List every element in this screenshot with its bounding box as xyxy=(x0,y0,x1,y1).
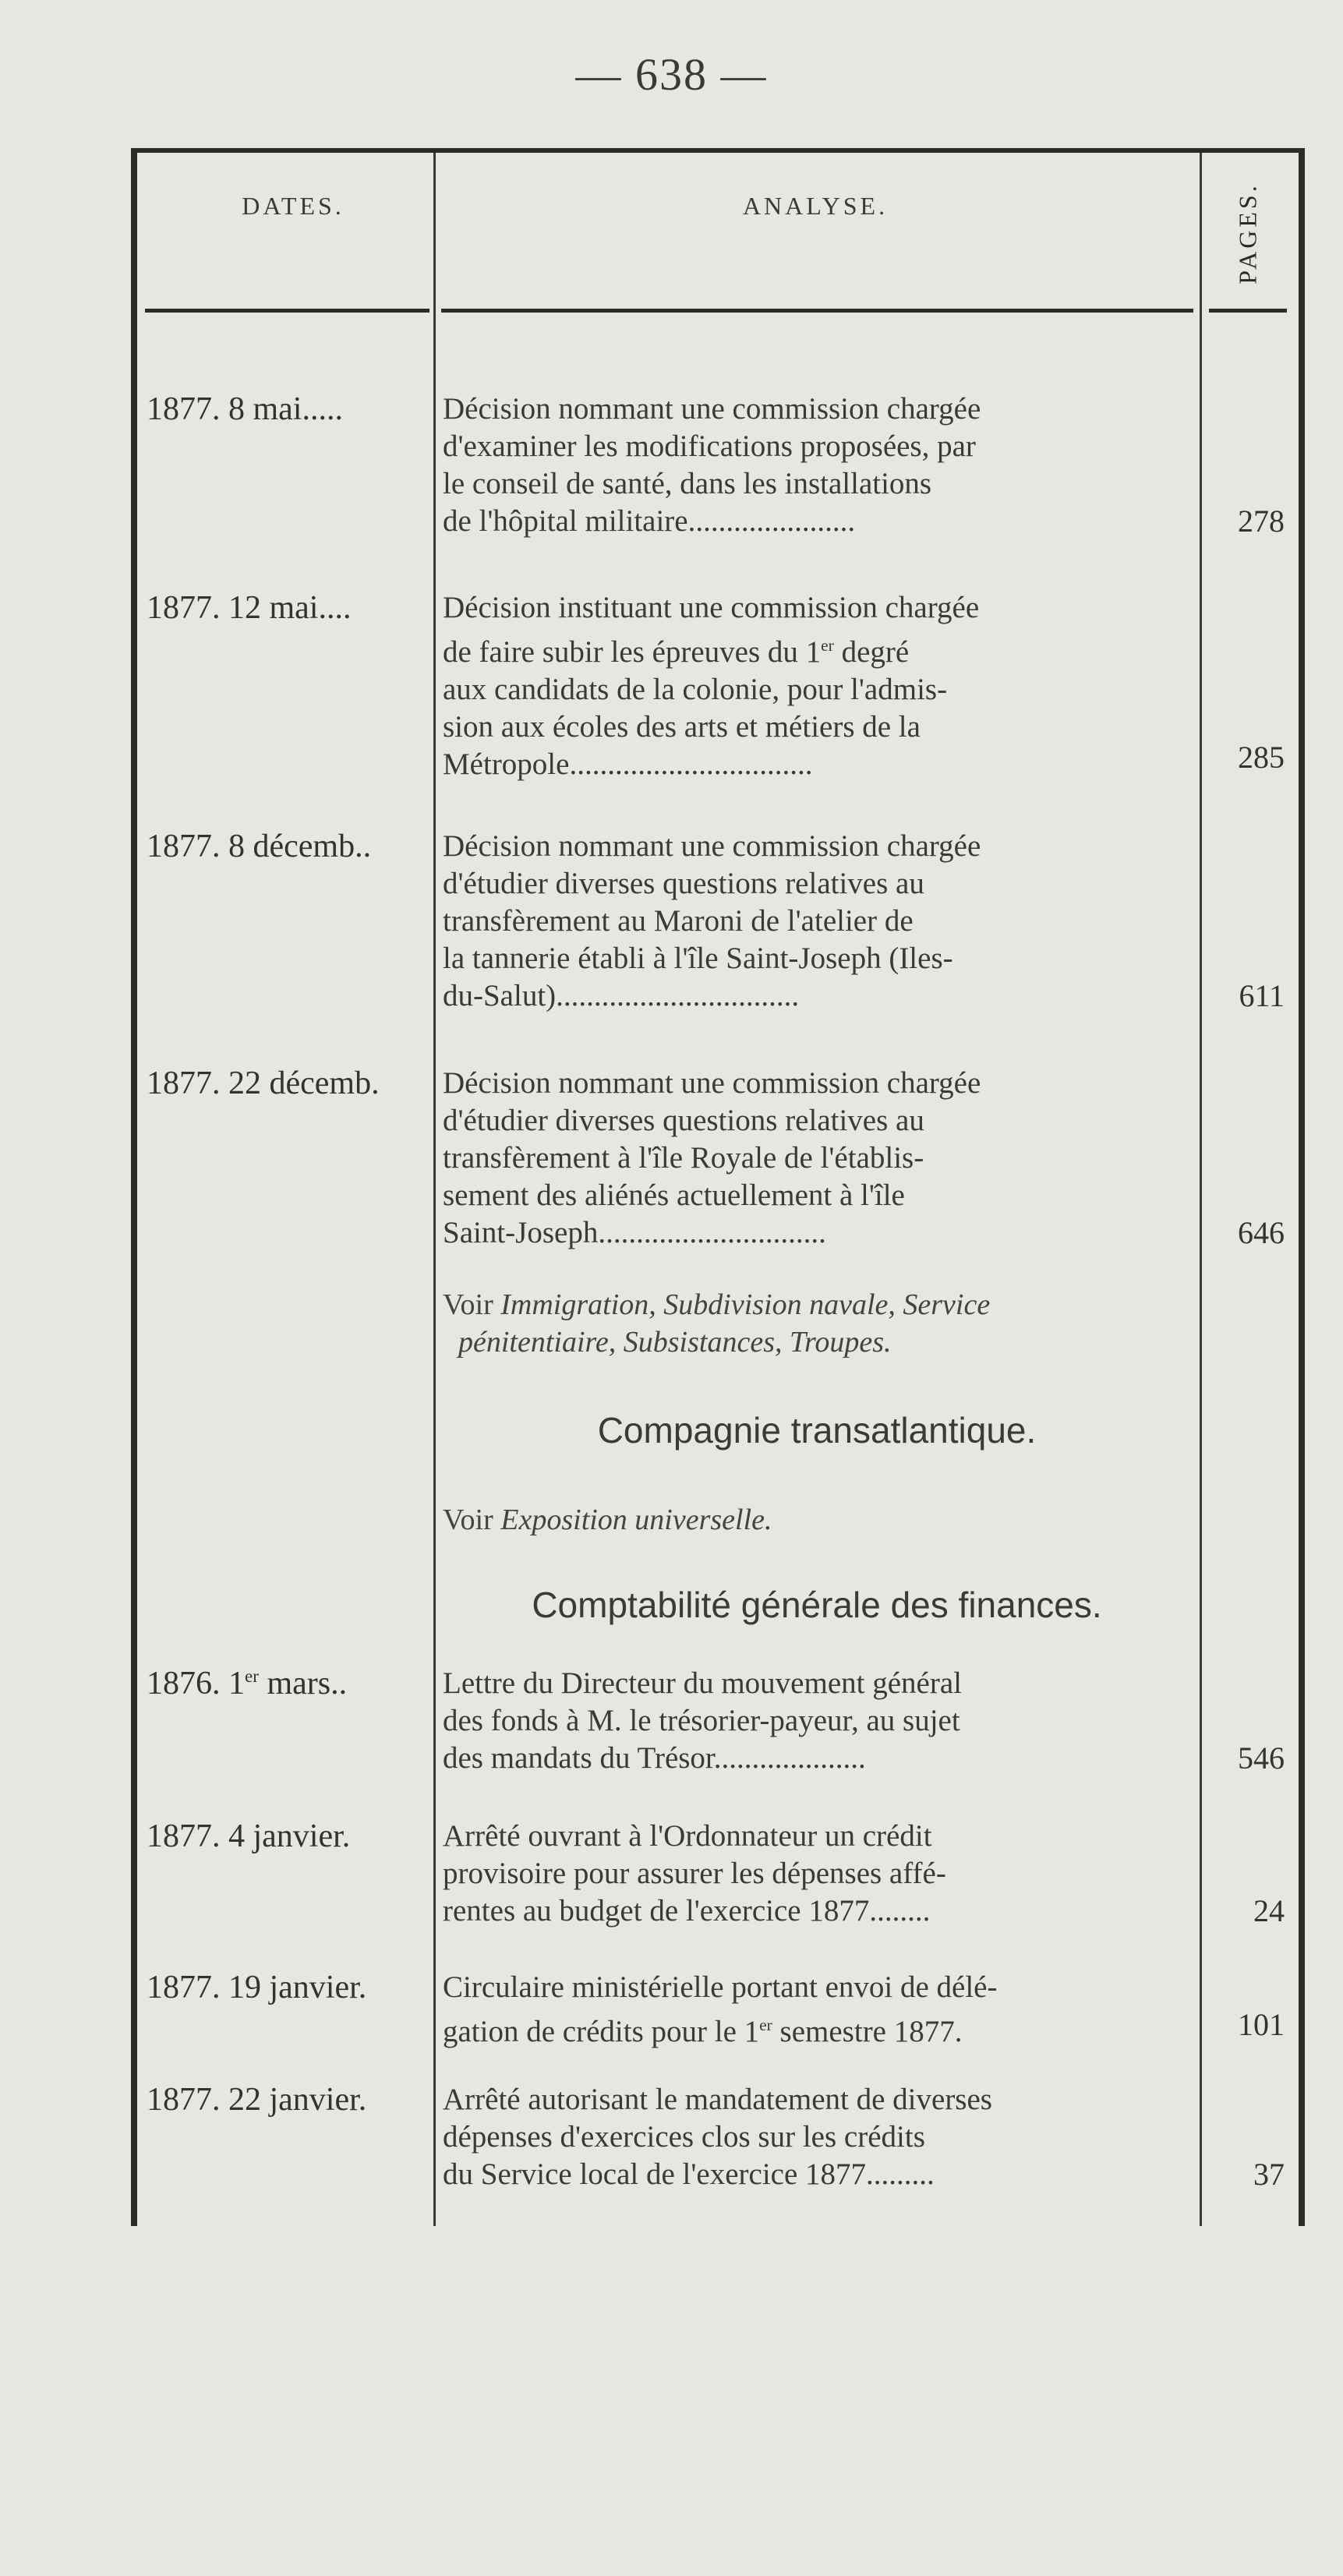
header-dates: DATES. xyxy=(242,192,345,220)
see-also-note: Voir Exposition universelle. xyxy=(443,1504,772,1536)
entry-date: 1877. 8 décemb.. xyxy=(147,829,372,864)
entry-date: 1877. 8 mai..... xyxy=(147,391,343,427)
page-number: — 638 — xyxy=(575,49,768,100)
table-frame xyxy=(131,148,1305,2226)
entry-date: 1877. 4 janvier. xyxy=(147,1818,351,1854)
entry-date: 1876. 1er mars.. xyxy=(147,1666,348,1701)
entry-page: 546 xyxy=(1238,1740,1285,1776)
column-divider-dates xyxy=(433,153,436,2226)
entry-page: 24 xyxy=(1253,1893,1285,1928)
entry-analysis: Circulaire ministérielle portant envoi de délé- gation de crédits pour le 1er semestre 1877. xyxy=(443,1970,998,2048)
entry-analysis: Décision instituant une commission chargée de faire subir les épreuves du 1er degré aux candidats de la colonie, pour l'admis- sion aux écoles des arts et métiers de la Métropole................................ xyxy=(443,591,980,781)
header-rule-analyse xyxy=(441,309,1193,313)
entry-analysis: Arrêté autorisant le mandatement de diverses dépenses d'exercices clos sur les crédits du Service local de l'exercice 1877......... xyxy=(443,2083,992,2191)
entry-page: 278 xyxy=(1238,504,1285,539)
entry-page: 37 xyxy=(1253,2157,1285,2192)
entry-page: 646 xyxy=(1238,1215,1285,1250)
entry-page: 285 xyxy=(1238,740,1285,775)
entry-date: 1877. 22 décemb. xyxy=(147,1065,380,1101)
entry-analysis: Décision nommant une commission chargée d'examiner les modifications proposées, par le conseil de santé, dans les installations de l'hôpital militaire...................... xyxy=(443,392,981,538)
header-rule-dates xyxy=(145,309,429,313)
entry-date: 1877. 19 janvier. xyxy=(147,1970,367,2005)
entry-analysis: Décision nommant une commission chargée d'étudier diverses questions relatives au transfèrement à l'île Royale de l'établis- sement des aliénés actuellement à l'île Saint-Joseph.............................. xyxy=(443,1066,981,1249)
section-title: Compagnie transatlantique. xyxy=(597,1410,1037,1451)
entry-analysis: Lettre du Directeur du mouvement général des fonds à M. le trésorier-payeur, au sujet des mandats du Trésor.................... xyxy=(443,1666,962,1775)
entry-analysis: Arrêté ouvrant à l'Ordonnateur un crédit provisoire pour assurer les dépenses affé- rentes au budget de l'exercice 1877........ xyxy=(443,1819,946,1928)
column-divider-pages xyxy=(1200,153,1202,2226)
entry-page: 611 xyxy=(1239,978,1285,1013)
header-pages: PAGES. xyxy=(1233,182,1262,284)
header-rule-pages xyxy=(1209,309,1287,313)
see-also-note: Voir Immigration, Subdivision navale, Service pénitentiaire, Subsistances, Troupes. xyxy=(443,1288,991,1359)
entry-date: 1877. 22 janvier. xyxy=(147,2082,367,2118)
header-analyse: ANALYSE. xyxy=(742,192,889,220)
entry-date: 1877. 12 mai.... xyxy=(147,590,352,626)
section-title: Comptabilité générale des finances. xyxy=(532,1585,1102,1625)
entry-analysis: Décision nommant une commission chargée d'étudier diverses questions relatives au transfèrement au Maroni de l'atelier de la tannerie établi à l'île Saint-Joseph (Iles- du-Salut)................................ xyxy=(443,829,981,1012)
entry-page: 101 xyxy=(1238,2007,1285,2042)
